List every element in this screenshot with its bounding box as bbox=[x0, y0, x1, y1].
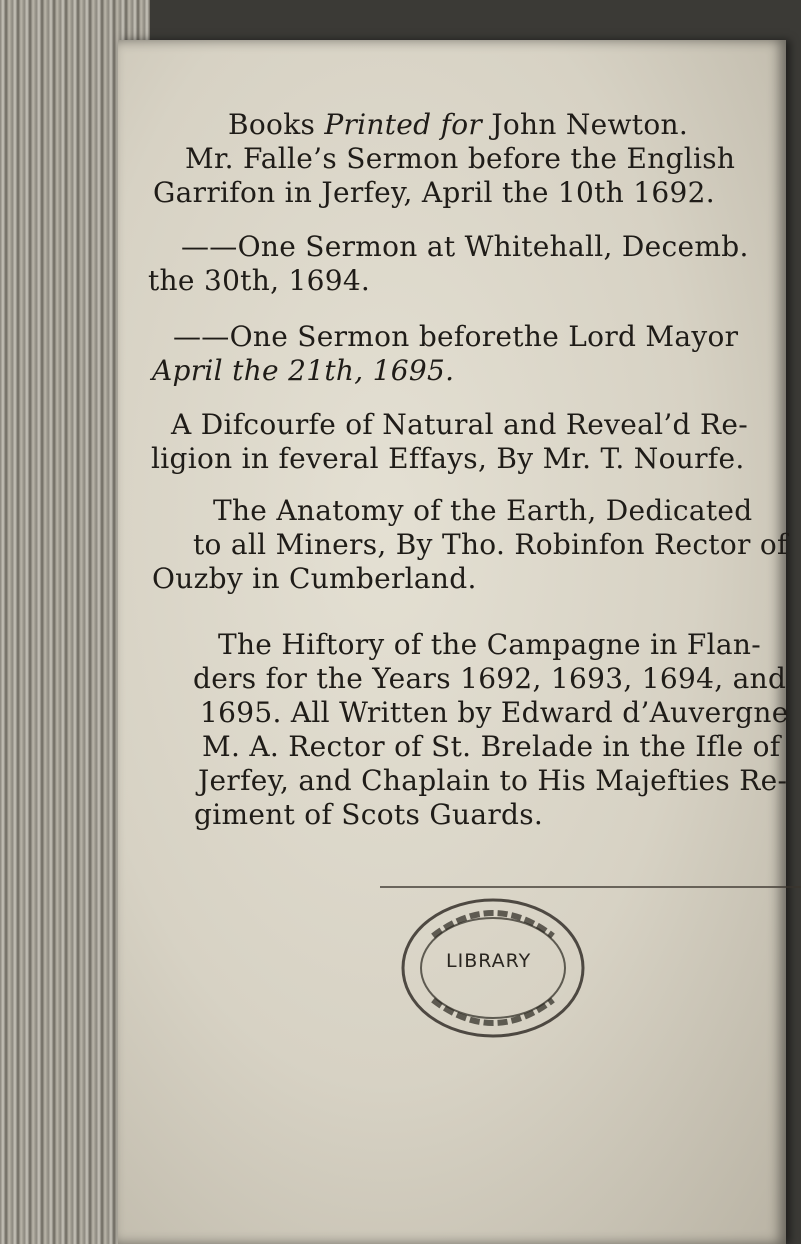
entry-line: M. A. Rector of St. Brelade in the Ifle of bbox=[202, 730, 781, 763]
entry-line: Jerfey, and Chaplain to His Majefties Re- bbox=[198, 764, 788, 797]
entry-line: Ouzby in Cumberland. bbox=[152, 562, 477, 595]
entry-line: Mr. Falle’s Sermon before the English bbox=[185, 142, 736, 175]
entry-line: ders for the Years 1692, 1693, 1694, and bbox=[193, 662, 787, 695]
entry-line: ligion in feveral Effays, By Mr. T. Nourfe. bbox=[151, 442, 745, 475]
entry-line: the 30th, 1694. bbox=[148, 264, 371, 297]
entry-line: A Difcourfe of Natural and Reveal’d Re- bbox=[171, 408, 748, 441]
entry-line: 1695. All Written by Edward d’Auvergne bbox=[200, 696, 789, 729]
entry-line: The Hiftory of the Campagne in Flan- bbox=[218, 628, 761, 661]
entry-line: Garrifon in Jerfey, April the 10th 1692. bbox=[153, 176, 715, 209]
header-name: John Newton. bbox=[491, 108, 689, 141]
entry-line: to all Miners, By Tho. Robinfon Rector of bbox=[193, 528, 788, 561]
page-header bbox=[228, 108, 688, 141]
entry-line: The Anatomy of the Earth, Dedicated bbox=[213, 494, 753, 527]
entry-line: ——One Sermon at Whitehall, Decemb. bbox=[181, 230, 749, 263]
header-italic: Printed for bbox=[324, 108, 483, 141]
book-page bbox=[118, 40, 789, 1244]
entry-line: ——One Sermon beforethe Lord Mayor bbox=[173, 320, 739, 353]
stamp-label: LIBRARY bbox=[446, 950, 532, 972]
header-prefix: Books bbox=[228, 108, 316, 141]
entry-line: giment of Scots Guards. bbox=[194, 798, 544, 831]
entry-line: April the 21th, 1695. bbox=[152, 354, 455, 387]
library-stamp bbox=[378, 888, 608, 1048]
